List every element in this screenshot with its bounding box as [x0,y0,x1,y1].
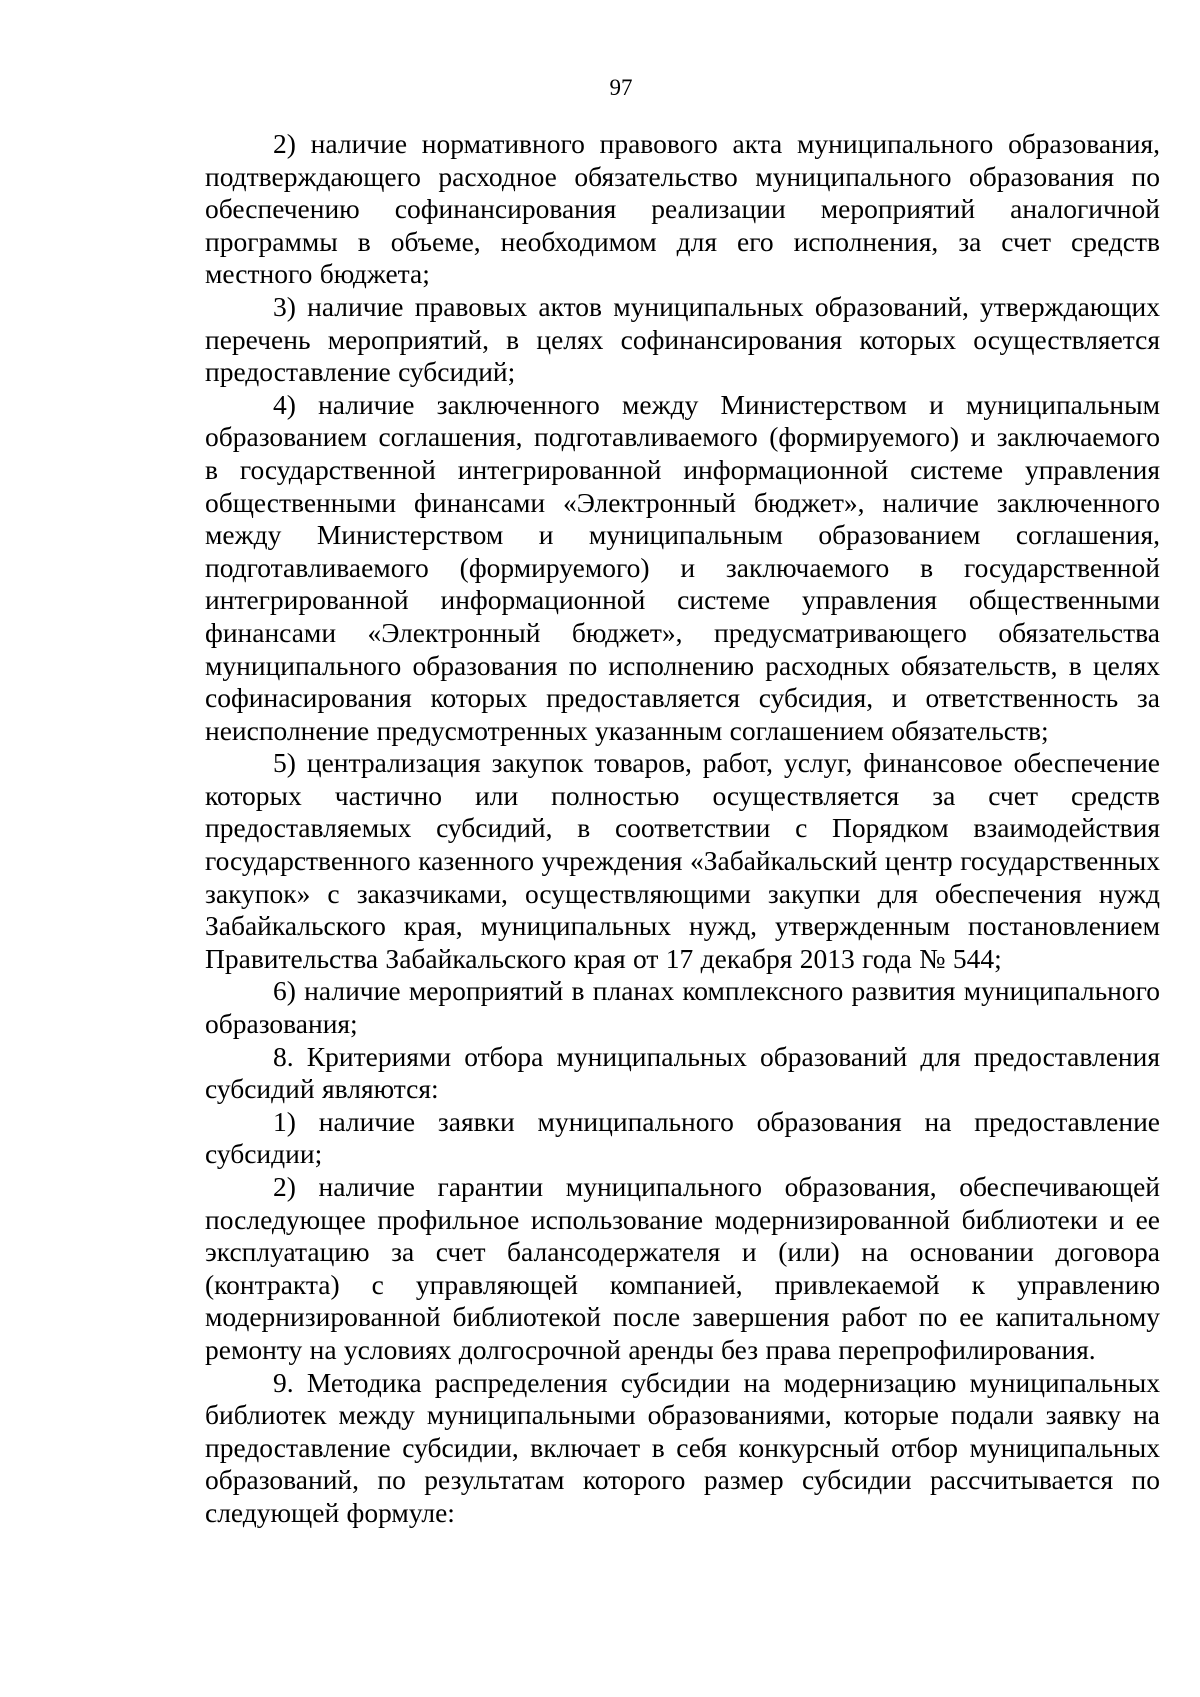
paragraph-section-8-criteria: 8. Критериями отбора муниципальных образований для предоставления субсидий являются: [205,1040,1160,1105]
paragraph-item-2-legal-act: 2) наличие нормативного правового акта муниципального образования, подтверждающего расходное обязательство муниципального образования по обеспечению софинансирования реализации мероприятий аналогичной программы в объеме, необходимом для его исполнения, за счет средств местного бюджета; [205,128,1160,290]
document-body [205,128,1160,1530]
paragraph-item-4-agreement: 4) наличие заключенного между Министерством и муниципальным образованием соглашения, подготавливаемого (формируемого) и заключаемого в государственной интегрированной информационной системе управления общественными финансами «Электронный бюджет», наличие заключенного между Министерством и муниципальным образованием соглашения, подготавливаемого (формируемого) и заключаемого в государственной интегрированной информационной системе управления общественными финансами «Электронный бюджет», предусматривающего обязательства муниципального образования по исполнению расходных обязательств, в целях софинасирования которых предоставляется субсидия, и ответственность за неисполнение предусмотренных указанным соглашением обязательств; [205,388,1160,746]
paragraph-section-9-methodology: 9. Методика распределения субсидии на модернизацию муниципальных библиотек между муниципальными образованиями, которые подали заявку на предоставление субсидии, включает в себя конкурсный отбор муниципальных образований, по результатам которого размер субсидии рассчитывается по следующей формуле: [205,1366,1160,1528]
paragraph-item-3-legal-acts: 3) наличие правовых актов муниципальных образований, утверждающих перечень мероприятий, в целях софинансирования которых осуществляется предоставление субсидий; [205,290,1160,388]
paragraph-criteria-item-1: 1) наличие заявки муниципального образования на предоставление субсидии; [205,1105,1160,1170]
paragraph-item-5-procurement: 5) централизация закупок товаров, работ, услуг, финансовое обеспечение которых частично или полностью осуществляется за счет средств предоставляемых субсидий, в соответствии с Порядком взаимодействия государственного казенного учреждения «Забайкальский центр государственных закупок» с заказчиками, осуществляющими закупки для обеспечения нужд Забайкальского края, муниципальных нужд, утвержденным постановлением Правительства Забайкальского края от 17 декабря 2013 года № 544; [205,747,1160,974]
paragraph-criteria-item-2: 2) наличие гарантии муниципального образования, обеспечивающей последующее профильное использование модернизированной библиотеки и ее эксплуатацию за счет балансодержателя и (или) на основании договора (контракта) с управляющей компанией, привлекаемой к управлению модернизированной библиотекой после завершения работ по ее капитальному ремонту на условиях долгосрочной аренды без права перепрофилирования. [205,1171,1160,1365]
page-number: 97 [609,75,633,100]
paragraph-item-6-development-plans: 6) наличие мероприятий в планах комплексного развития муниципального образования; [205,975,1160,1040]
